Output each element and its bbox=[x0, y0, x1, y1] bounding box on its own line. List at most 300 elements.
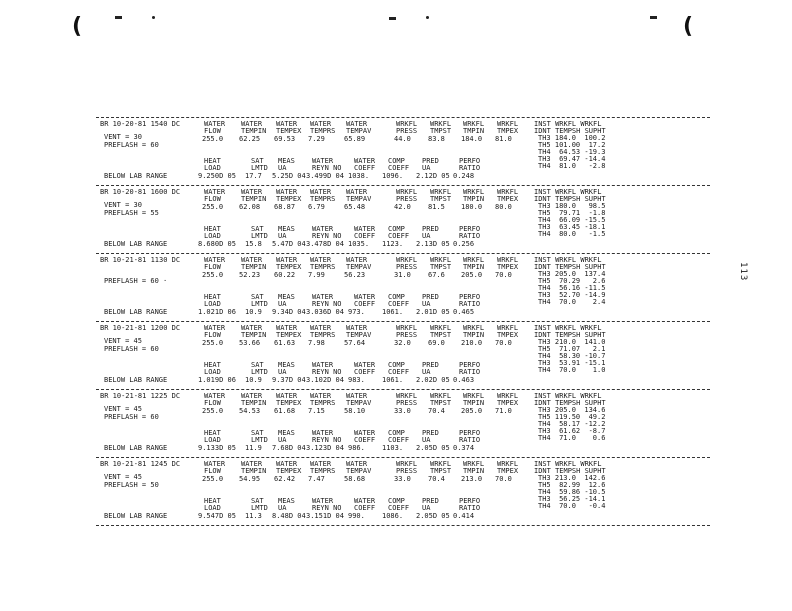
column-header: TMPST bbox=[430, 127, 452, 135]
column-header: COMP bbox=[388, 429, 405, 437]
column-header: SAT bbox=[251, 497, 264, 505]
column-header: WATER bbox=[312, 157, 334, 165]
column-header: LMTD bbox=[251, 368, 268, 376]
column-header: UA bbox=[278, 164, 287, 172]
value-cell: 83.8 bbox=[428, 135, 445, 143]
column-header: COEFF bbox=[388, 436, 410, 444]
value-cell: 205.0 bbox=[461, 407, 483, 415]
column-header: WATER bbox=[276, 120, 298, 128]
column-header: TMPIN bbox=[463, 467, 485, 475]
inst-reading: TH3 210.0 141.0 bbox=[538, 338, 606, 346]
column-header: MEAS bbox=[278, 361, 295, 369]
preflash-value: PREFLASH = 55 bbox=[104, 209, 159, 217]
value-cell: 1086. bbox=[382, 512, 404, 520]
column-header: COEFF bbox=[354, 504, 376, 512]
top-right-dash-mark bbox=[650, 16, 657, 19]
column-header: TMPST bbox=[430, 263, 452, 271]
footer-label: BELOW LAB RANGE bbox=[104, 240, 168, 248]
value-cell: 53.66 bbox=[239, 339, 261, 347]
column-header: WATER bbox=[346, 120, 368, 128]
column-header: PRESS bbox=[396, 399, 418, 407]
inst-header: IDNT TEMPSH SUPHT bbox=[534, 331, 606, 339]
column-header: PRESS bbox=[396, 127, 418, 135]
column-header: WATER bbox=[204, 188, 226, 196]
value-cell: 0.465 bbox=[453, 308, 475, 316]
value-cell: 7.68D 04 bbox=[272, 444, 306, 452]
column-header: TEMPIN bbox=[241, 263, 267, 271]
column-header: TEMPEX bbox=[276, 195, 302, 203]
column-header: WATER bbox=[310, 324, 332, 332]
column-header: RATIO bbox=[459, 368, 481, 376]
column-header: WATER bbox=[276, 324, 298, 332]
value-cell: 52.23 bbox=[239, 271, 261, 279]
record-id: BR 10-20-81 1600 DC bbox=[100, 188, 181, 196]
inst-reading: TH5 101.00 17.2 bbox=[538, 141, 606, 149]
value-cell: 205.0 bbox=[461, 271, 483, 279]
value-cell: 1096. bbox=[382, 172, 404, 180]
column-header: HEAT bbox=[204, 157, 221, 165]
value-cell: 2.13D 05 bbox=[416, 240, 450, 248]
value-cell: 986. bbox=[348, 444, 365, 452]
value-cell: 7.15 bbox=[308, 407, 325, 415]
data-listing bbox=[96, 117, 710, 526]
inst-reading: TH3 61.62 -8.7 bbox=[538, 427, 606, 435]
column-header: WATER bbox=[346, 460, 368, 468]
value-cell: 255.0 bbox=[202, 135, 224, 143]
column-header: WATER bbox=[312, 361, 334, 369]
column-header: WRKFL bbox=[463, 188, 485, 196]
column-header: WRKFL bbox=[430, 256, 452, 264]
column-header: WRKFL bbox=[430, 324, 452, 332]
column-header: PRED bbox=[422, 361, 439, 369]
column-header: WATER bbox=[241, 324, 263, 332]
inst-reading: TH5 79.71 -1.8 bbox=[538, 209, 606, 217]
column-header: HEAT bbox=[204, 225, 221, 233]
inst-reading: TH3 69.47 -14.4 bbox=[538, 155, 606, 163]
column-header: WATER bbox=[354, 157, 376, 165]
column-header: PRESS bbox=[396, 331, 418, 339]
inst-reading: TH5 119.50 49.2 bbox=[538, 413, 606, 421]
value-cell: 67.6 bbox=[428, 271, 445, 279]
column-header: PRED bbox=[422, 497, 439, 505]
value-cell: 32.0 bbox=[394, 339, 411, 347]
value-cell: 1061. bbox=[382, 308, 404, 316]
column-header: WRKFL bbox=[396, 188, 418, 196]
value-cell: 3.478D 04 bbox=[306, 240, 344, 248]
value-cell: 7.98 bbox=[308, 339, 325, 347]
value-cell: 70.0 bbox=[495, 339, 512, 347]
column-header: COMP bbox=[388, 293, 405, 301]
column-header: WATER bbox=[312, 293, 334, 301]
column-header: COEFF bbox=[388, 232, 410, 240]
column-header: WATER bbox=[241, 188, 263, 196]
value-cell: 65.48 bbox=[344, 203, 366, 211]
column-header: TEMPIN bbox=[241, 399, 267, 407]
column-header: WATER bbox=[276, 460, 298, 468]
column-header: WATER bbox=[354, 497, 376, 505]
column-header: WATER bbox=[354, 361, 376, 369]
column-header: FLOW bbox=[204, 467, 221, 475]
column-header: PRED bbox=[422, 225, 439, 233]
column-header: RATIO bbox=[459, 164, 481, 172]
column-header: WATER bbox=[204, 120, 226, 128]
inst-reading: TH3 56.25 -14.1 bbox=[538, 495, 606, 503]
value-cell: 9.133D 05 bbox=[198, 444, 236, 452]
column-header: RATIO bbox=[459, 300, 481, 308]
value-cell: 973. bbox=[348, 308, 365, 316]
column-header: TMPIN bbox=[463, 331, 485, 339]
value-cell: 1.021D 06 bbox=[198, 308, 236, 316]
column-header: TEMPRS bbox=[310, 467, 336, 475]
value-cell: 0.414 bbox=[453, 512, 475, 520]
column-header: TMPEX bbox=[497, 263, 519, 271]
column-header: WATER bbox=[241, 256, 263, 264]
inst-header: INST WRKFL WRKFL bbox=[534, 188, 602, 196]
column-header: TEMPRS bbox=[310, 127, 336, 135]
value-cell: 70.0 bbox=[495, 475, 512, 483]
value-cell: 69.53 bbox=[274, 135, 296, 143]
footer-label: BELOW LAB RANGE bbox=[104, 308, 168, 316]
column-header: PERFO bbox=[459, 157, 481, 165]
column-header: RATIO bbox=[459, 436, 481, 444]
column-header: MEAS bbox=[278, 293, 295, 301]
record-id: BR 10-21-81 1200 DC bbox=[100, 324, 181, 332]
column-header: WATER bbox=[276, 392, 298, 400]
inst-reading: TH4 56.16 -11.5 bbox=[538, 284, 606, 292]
column-header: FLOW bbox=[204, 331, 221, 339]
column-header: COEFF bbox=[354, 436, 376, 444]
column-header: UA bbox=[422, 300, 431, 308]
column-header: HEAT bbox=[204, 429, 221, 437]
column-header: TEMPIN bbox=[241, 331, 267, 339]
column-header: FLOW bbox=[204, 263, 221, 271]
column-header: WRKFL bbox=[497, 188, 519, 196]
column-header: COEFF bbox=[388, 164, 410, 172]
inst-reading: TH4 81.0 -2.8 bbox=[538, 162, 606, 170]
column-header: TMPST bbox=[430, 195, 452, 203]
inst-reading: TH4 64.53 -19.3 bbox=[538, 148, 606, 156]
column-header: PRED bbox=[422, 429, 439, 437]
value-cell: 33.0 bbox=[394, 407, 411, 415]
inst-reading: TH4 80.0 -1.5 bbox=[538, 230, 606, 238]
column-header: PRED bbox=[422, 293, 439, 301]
top-left-dot-mark bbox=[152, 16, 155, 19]
value-cell: 5.25D 04 bbox=[272, 172, 306, 180]
column-header: TMPEX bbox=[497, 399, 519, 407]
column-header: PERFO bbox=[459, 225, 481, 233]
column-header: SAT bbox=[251, 429, 264, 437]
column-header: UA bbox=[422, 164, 431, 172]
value-cell: 255.0 bbox=[202, 475, 224, 483]
column-header: MEAS bbox=[278, 225, 295, 233]
column-header: TMPIN bbox=[463, 195, 485, 203]
column-header: LMTD bbox=[251, 436, 268, 444]
value-cell: 62.42 bbox=[274, 475, 296, 483]
record-block bbox=[96, 322, 710, 389]
column-header: SAT bbox=[251, 225, 264, 233]
value-cell: 57.64 bbox=[344, 339, 366, 347]
column-header: TEMPAV bbox=[346, 467, 372, 475]
value-cell: 255.0 bbox=[202, 203, 224, 211]
record-id: BR 10-20-81 1540 DC bbox=[100, 120, 181, 128]
column-header: FLOW bbox=[204, 195, 221, 203]
value-cell: 60.22 bbox=[274, 271, 296, 279]
value-cell: 180.0 bbox=[461, 203, 483, 211]
column-header: LOAD bbox=[204, 300, 221, 308]
column-header: COEFF bbox=[388, 368, 410, 376]
value-cell: 1103. bbox=[382, 444, 404, 452]
column-header: WATER bbox=[354, 293, 376, 301]
column-header: TEMPRS bbox=[310, 263, 336, 271]
column-header: WATER bbox=[204, 324, 226, 332]
value-cell: 71.0 bbox=[495, 407, 512, 415]
column-header: WATER bbox=[310, 188, 332, 196]
record-block bbox=[96, 458, 710, 525]
record-block bbox=[96, 118, 710, 185]
column-header: WATER bbox=[346, 392, 368, 400]
value-cell: 61.68 bbox=[274, 407, 296, 415]
column-header: WRKFL bbox=[430, 392, 452, 400]
value-cell: 17.7 bbox=[245, 172, 262, 180]
column-header: TEMPEX bbox=[276, 399, 302, 407]
column-header: TEMPAV bbox=[346, 399, 372, 407]
value-cell: 1123. bbox=[382, 240, 404, 248]
inst-reading: TH5 71.07 2.1 bbox=[538, 345, 606, 353]
inst-reading: TH5 70.29 2.6 bbox=[538, 277, 606, 285]
value-cell: 2.12D 05 bbox=[416, 172, 450, 180]
column-header: WATER bbox=[346, 188, 368, 196]
value-cell: 2.01D 05 bbox=[416, 308, 450, 316]
column-header: TMPEX bbox=[497, 467, 519, 475]
column-header: COEFF bbox=[354, 232, 376, 240]
column-header: WRKFL bbox=[497, 256, 519, 264]
column-header: PRESS bbox=[396, 263, 418, 271]
footer-label: BELOW LAB RANGE bbox=[104, 172, 168, 180]
value-cell: 81.5 bbox=[428, 203, 445, 211]
column-header: HEAT bbox=[204, 361, 221, 369]
column-header: TEMPEX bbox=[276, 331, 302, 339]
inst-reading: TH4 58.17 -12.2 bbox=[538, 420, 606, 428]
value-cell: 255.0 bbox=[202, 339, 224, 347]
column-header: LOAD bbox=[204, 368, 221, 376]
column-header: WATER bbox=[310, 256, 332, 264]
inst-header: IDNT TEMPSH SUPHT bbox=[534, 263, 606, 271]
column-header: PERFO bbox=[459, 293, 481, 301]
value-cell: 8.680D 05 bbox=[198, 240, 236, 248]
value-cell: 1035. bbox=[348, 240, 370, 248]
column-header: WRKFL bbox=[396, 324, 418, 332]
inst-header: IDNT TEMPSH SUPHT bbox=[534, 195, 606, 203]
column-header: SAT bbox=[251, 293, 264, 301]
value-cell: 9.34D 04 bbox=[272, 308, 306, 316]
column-header: COEFF bbox=[388, 504, 410, 512]
column-header: TMPEX bbox=[497, 195, 519, 203]
column-header: WRKFL bbox=[396, 120, 418, 128]
column-header: SAT bbox=[251, 157, 264, 165]
inst-header: INST WRKFL WRKFL bbox=[534, 392, 602, 400]
column-header: LOAD bbox=[204, 164, 221, 172]
column-header: TMPEX bbox=[497, 127, 519, 135]
column-header: LMTD bbox=[251, 232, 268, 240]
value-cell: 80.0 bbox=[495, 203, 512, 211]
value-cell: 58.68 bbox=[344, 475, 366, 483]
value-cell: 70.0 bbox=[495, 271, 512, 279]
inst-reading: TH3 213.0 142.6 bbox=[538, 474, 606, 482]
column-header: HEAT bbox=[204, 293, 221, 301]
value-cell: 0.463 bbox=[453, 376, 475, 384]
column-header: WATER bbox=[204, 392, 226, 400]
column-header: PERFO bbox=[459, 497, 481, 505]
column-header: TEMPAV bbox=[346, 263, 372, 271]
value-cell: 44.0 bbox=[394, 135, 411, 143]
column-header: TEMPAV bbox=[346, 331, 372, 339]
footer-label: BELOW LAB RANGE bbox=[104, 444, 168, 452]
value-cell: 213.0 bbox=[461, 475, 483, 483]
column-header: WATER bbox=[312, 225, 334, 233]
value-cell: 42.0 bbox=[394, 203, 411, 211]
column-header: WATER bbox=[204, 256, 226, 264]
inst-reading: TH4 59.86 -10.5 bbox=[538, 488, 606, 496]
value-cell: 210.0 bbox=[461, 339, 483, 347]
value-cell: 61.63 bbox=[274, 339, 296, 347]
value-cell: 69.0 bbox=[428, 339, 445, 347]
value-cell: 990. bbox=[348, 512, 365, 520]
column-header: FLOW bbox=[204, 127, 221, 135]
column-header: WATER bbox=[346, 324, 368, 332]
record-block bbox=[96, 186, 710, 253]
value-cell: 56.23 bbox=[344, 271, 366, 279]
column-header: RATIO bbox=[459, 232, 481, 240]
inst-reading: TH3 53.91 -15.1 bbox=[538, 359, 606, 367]
value-cell: 0.374 bbox=[453, 444, 475, 452]
inst-header: INST WRKFL WRKFL bbox=[534, 460, 602, 468]
value-cell: 7.99 bbox=[308, 271, 325, 279]
inst-reading: TH3 184.0 100.2 bbox=[538, 134, 606, 142]
inst-reading: TH4 71.0 0.6 bbox=[538, 434, 606, 442]
column-header: COMP bbox=[388, 361, 405, 369]
value-cell: 3.151D 04 bbox=[306, 512, 344, 520]
value-cell: 6.79 bbox=[308, 203, 325, 211]
value-cell: 0.248 bbox=[453, 172, 475, 180]
column-header: WATER bbox=[312, 429, 334, 437]
column-header: UA bbox=[422, 436, 431, 444]
inst-reading: TH4 70.0 1.0 bbox=[538, 366, 606, 374]
inst-reading: TH3 205.0 134.6 bbox=[538, 406, 606, 414]
column-header: UA bbox=[278, 504, 287, 512]
column-header: SAT bbox=[251, 361, 264, 369]
value-cell: 3.102D 04 bbox=[306, 376, 344, 384]
preflash-value: PREFLASH = 60 bbox=[104, 141, 159, 149]
column-header: WRKFL bbox=[396, 392, 418, 400]
column-header: PRESS bbox=[396, 195, 418, 203]
value-cell: 11.3 bbox=[245, 512, 262, 520]
column-header: TEMPAV bbox=[346, 195, 372, 203]
inst-header: INST WRKFL WRKFL bbox=[534, 324, 602, 332]
column-header: UA bbox=[278, 232, 287, 240]
value-cell: 11.9 bbox=[245, 444, 262, 452]
vent-value: VENT = 30 bbox=[104, 133, 142, 141]
value-cell: 3.123D 04 bbox=[306, 444, 344, 452]
inst-reading: TH4 58.30 -10.7 bbox=[538, 352, 606, 360]
column-header: WATER bbox=[354, 429, 376, 437]
value-cell: 15.8 bbox=[245, 240, 262, 248]
value-cell: 3.036D 04 bbox=[306, 308, 344, 316]
inst-reading: TH3 63.45 -18.1 bbox=[538, 223, 606, 231]
vent-value: VENT = 45 bbox=[104, 473, 142, 481]
value-cell: 2.02D 05 bbox=[416, 376, 450, 384]
column-header: LOAD bbox=[204, 232, 221, 240]
column-header: PERFO bbox=[459, 361, 481, 369]
column-header: LOAD bbox=[204, 504, 221, 512]
column-header: COEFF bbox=[354, 368, 376, 376]
column-header: WRKFL bbox=[463, 392, 485, 400]
preflash-value: PREFLASH = 60 bbox=[104, 413, 159, 421]
value-cell: 7.29 bbox=[308, 135, 325, 143]
column-header: TMPST bbox=[430, 399, 452, 407]
column-header: TEMPEX bbox=[276, 263, 302, 271]
column-header: PRESS bbox=[396, 467, 418, 475]
column-header: UA bbox=[278, 368, 287, 376]
top-left-dash-mark bbox=[115, 16, 122, 19]
record-block bbox=[96, 390, 710, 457]
column-header: WATER bbox=[241, 120, 263, 128]
value-cell: 33.0 bbox=[394, 475, 411, 483]
column-header: WRKFL bbox=[463, 324, 485, 332]
column-header: WRKFL bbox=[497, 120, 519, 128]
column-header: MEAS bbox=[278, 429, 295, 437]
top-center-dot-mark bbox=[426, 16, 429, 19]
top-center-dash-mark bbox=[389, 17, 396, 20]
value-cell: 0.256 bbox=[453, 240, 475, 248]
value-cell: 5.47D 04 bbox=[272, 240, 306, 248]
value-cell: 81.0 bbox=[495, 135, 512, 143]
column-header: WRKFL bbox=[497, 460, 519, 468]
value-cell: 8.48D 04 bbox=[272, 512, 306, 520]
record-id: BR 10-21-81 1130 DC bbox=[100, 256, 181, 264]
column-header: WATER bbox=[310, 460, 332, 468]
column-header: WATER bbox=[310, 392, 332, 400]
inst-reading: TH4 66.09 -15.5 bbox=[538, 216, 606, 224]
column-header: TEMPEX bbox=[276, 127, 302, 135]
column-header: REYN NO bbox=[312, 164, 342, 172]
column-header: WRKFL bbox=[497, 392, 519, 400]
column-header: WRKFL bbox=[463, 460, 485, 468]
column-header: UA bbox=[278, 436, 287, 444]
value-cell: 1061. bbox=[382, 376, 404, 384]
column-header: WRKFL bbox=[396, 460, 418, 468]
inst-reading: TH4 70.0 -0.4 bbox=[538, 502, 606, 510]
column-header: REYN NO bbox=[312, 300, 342, 308]
column-header: UA bbox=[422, 368, 431, 376]
column-header: WATER bbox=[276, 256, 298, 264]
vent-value: VENT = 45 bbox=[104, 337, 142, 345]
page-number: 113 bbox=[738, 262, 748, 282]
inst-header: INST WRKFL WRKFL bbox=[534, 256, 602, 264]
right-paren-mark: ( bbox=[683, 14, 694, 39]
column-header: TEMPEX bbox=[276, 467, 302, 475]
column-header: TMPIN bbox=[463, 263, 485, 271]
value-cell: 54.53 bbox=[239, 407, 261, 415]
column-header: UA bbox=[278, 300, 287, 308]
column-header: LMTD bbox=[251, 164, 268, 172]
value-cell: 70.4 bbox=[428, 475, 445, 483]
column-header: PRED bbox=[422, 157, 439, 165]
column-header: COMP bbox=[388, 157, 405, 165]
footer-label: BELOW LAB RANGE bbox=[104, 512, 168, 520]
value-cell: 255.0 bbox=[202, 271, 224, 279]
column-header: TMPST bbox=[430, 467, 452, 475]
column-header: WRKFL bbox=[497, 324, 519, 332]
